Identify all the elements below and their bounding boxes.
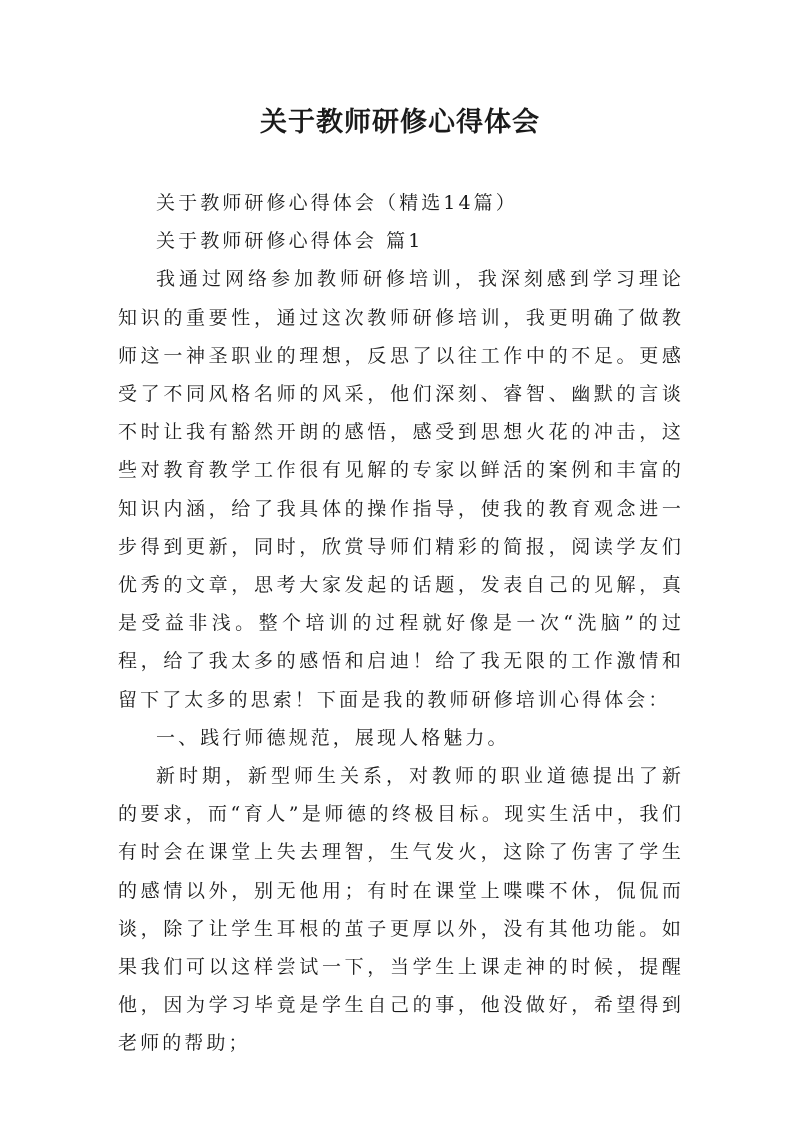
subtitle-paragraph: 关于教师研修心得体会（精选14篇） xyxy=(156,192,518,214)
section-heading: 关于教师研修心得体会 篇1 xyxy=(156,230,424,253)
body-paragraph: 新时期，新型师生关系，对教师的职业道德提出了新的要求，而“育人”是师德的终极目标。现实生活中，我们有时会在课堂上失去理智，生气发火，这除了伤害了学生的感情以外，别无他用；有时在课堂上喋喋不休，侃侃而谈，除了让学生耳根的茧子更厚以外，没有其他功能。如果我们可以这样尝试一下，当学生上课走神的时候，提醒他，因为学习毕竟是学生自己的事，他没做好，希望得到老师的帮助； xyxy=(118,765,684,1055)
document-title: 关于教师研修心得体会 xyxy=(260,107,540,138)
body-paragraph: 我通过网络参加教师研修培训，我深刻感到学习理论知识的重要性，通过这次教师研修培训，我更明确了做教师这一神圣职业的理想，反思了以往工作中的不足。更感受了不同风格名师的风采，他们深刻、睿智、幽默的言谈不时让我有豁然开朗的感悟，感受到思想火花的冲击，这些对教育教学工作很有见解的专家以鲜活的案例和丰富的知识内涵，给了我具体的操作指导，使我的教育观念进一步得到更新，同时，欣赏导师们精彩的简报，阅读学友们优秀的文章，思考大家发起的话题，发表自己的见解，真是受益非浅。整个培训的过程就好像是一次“洗脑”的过程，给了我太多的感悟和启迪！给了我无限的工作激情和留下了太多的思索！下面是我的教师研修培训心得体会： xyxy=(118,268,684,711)
point-heading: 一、践行师德规范，展现人格魅力。 xyxy=(156,726,510,749)
document-body xyxy=(118,184,684,1063)
